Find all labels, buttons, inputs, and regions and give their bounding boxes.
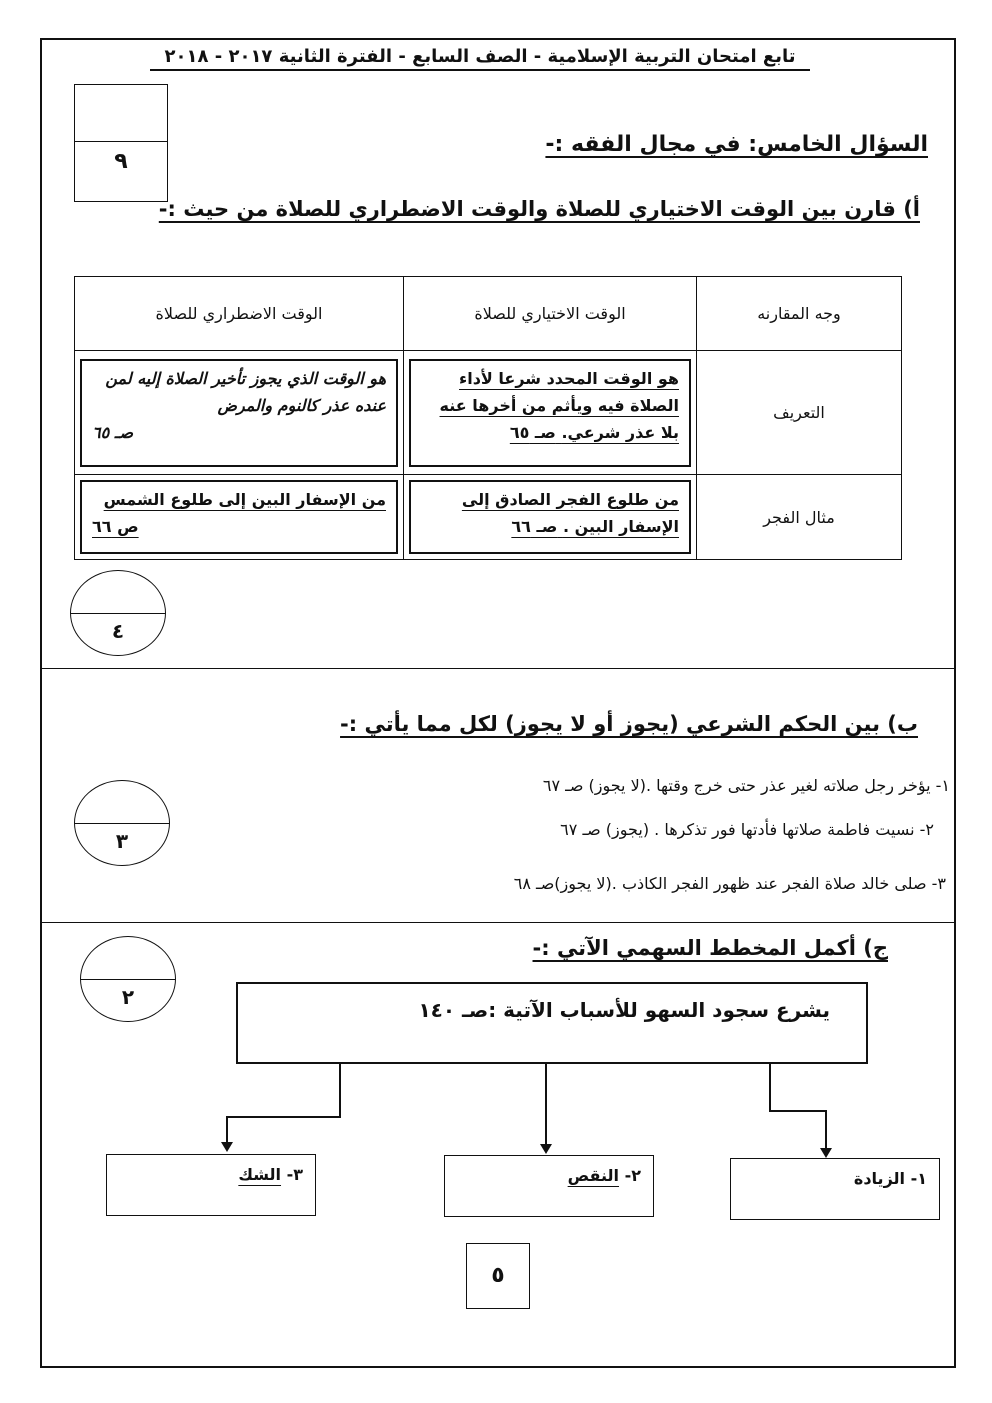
connector-line: [545, 1064, 547, 1146]
section-divider: [40, 922, 956, 923]
row-label-definition: التعريف: [697, 351, 902, 475]
answer-text: هو الوقت المحدد شرعا لأداء الصلاة فيه ويأثم من أخرها عنه بلا عذر شرعي.: [439, 368, 679, 442]
box-answer: الزيادة: [853, 1169, 906, 1188]
box-answer: النقص: [567, 1166, 620, 1185]
question-score-box: [74, 84, 168, 202]
part-a-score: ٤: [111, 619, 125, 643]
diagram-main-box: يشرع سجود السهو للأسباب الآتية :صـ ١٤٠: [236, 982, 868, 1064]
page-ref: صـ ٦٦: [511, 517, 558, 537]
connector-line: [339, 1064, 341, 1118]
part-a-title: أ) قارن بين الوقت الاختياري للصلاة والوقت الاضطراري للصلاة من حيث :-: [158, 197, 920, 221]
box-answer: الشك: [238, 1165, 282, 1184]
diagram-box-2: [444, 1155, 654, 1217]
page-ref: صـ ٦٥: [92, 422, 134, 442]
cell-optional-definition: [404, 351, 697, 475]
answer-text: من طلوع الفجر الصادق إلى الإسفار البين .: [461, 490, 679, 537]
page-ref: صـ ٦٥: [509, 422, 556, 442]
page-number: ٥: [466, 1243, 530, 1309]
page-ref: ص ٦٦: [92, 517, 139, 537]
cell-optional-fajr: [404, 475, 697, 560]
question-total-score: ٩: [114, 149, 128, 174]
ruling-item-1: ١- يؤخر رجل صلاته لغير عذر حتى خرج وقتها .(لا يجوز) صـ ٦٧: [542, 776, 950, 795]
part-b-title: ب) بين الحكم الشرعي (يجوز أو لا يجوز) لكل مما يأتي :-: [340, 712, 918, 736]
box-number: ٣-: [286, 1165, 303, 1184]
exam-header: تابع امتحان التربية الإسلامية - الصف السابع - الفترة الثانية ٢٠١٧ - ٢٠١٨: [150, 46, 810, 71]
table-header-forced: الوقت الاضطراري للصلاة: [75, 277, 404, 351]
connector-line: [226, 1116, 228, 1144]
part-a-score-circle: [70, 570, 166, 656]
diagram-box-1: [730, 1158, 940, 1220]
connector-line: [769, 1064, 771, 1111]
box-number: ٢-: [624, 1166, 641, 1185]
cell-forced-fajr: [75, 475, 404, 560]
answer-text: من الإسفار البين إلى طلوع الشمس: [103, 490, 386, 509]
part-c-score-circle: [80, 936, 176, 1022]
connector-line: [825, 1110, 827, 1150]
connector-line: [226, 1116, 341, 1118]
arrow-head-icon: [820, 1148, 832, 1158]
diagram-box-3: [106, 1154, 316, 1216]
question5-title: السؤال الخامس: في مجال الفقه :-: [545, 132, 928, 157]
cell-forced-definition: [75, 351, 404, 475]
part-b-score: ٣: [115, 829, 129, 853]
box-number: ١-: [910, 1169, 927, 1188]
answer-text: هو الوقت الذي يجوز تأخير الصلاة إليه لمن عنده عذر كالنوم والمرض: [105, 368, 386, 415]
part-c-score: ٢: [121, 985, 135, 1009]
connector-line: [769, 1110, 827, 1112]
table-header-aspect: وجه المقارنه: [697, 277, 902, 351]
arrow-head-icon: [540, 1144, 552, 1154]
comparison-table: [74, 276, 902, 560]
part-b-score-circle: [74, 780, 170, 866]
ruling-item-2: ٢- نسيت فاطمة صلاتها فأدتها فور تذكرها . (يجوز) صـ ٦٧: [560, 820, 934, 839]
part-c-title: ج) أكمل المخطط السهمي الآتي :-: [532, 936, 888, 960]
ruling-item-3: ٣- صلى خالد صلاة الفجر عند ظهور الفجر الكاذب .(لا يجوز)صـ ٦٨: [513, 874, 946, 893]
table-header-optional: الوقت الاختياري للصلاة: [404, 277, 697, 351]
arrow-head-icon: [221, 1142, 233, 1152]
row-label-fajr-example: مثال الفجر: [697, 475, 902, 560]
section-divider: [40, 668, 956, 669]
